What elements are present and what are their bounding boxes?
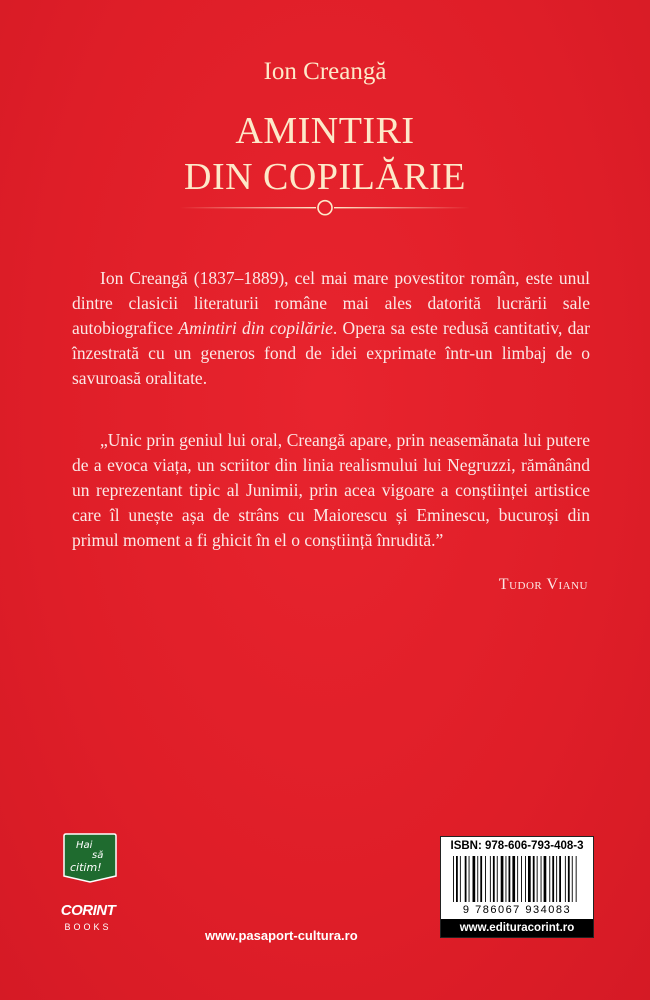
description-text-a: Ion Creangă (1837–1889), cel mai mare povestitor român, este unul dintre clasicii literaturii române mai ales datorită lucrării sale autobiografice — [72, 268, 590, 338]
barcode-bar — [509, 856, 511, 902]
barcode-bar — [490, 856, 491, 902]
barcode-bar — [485, 856, 486, 902]
title-line-2: DIN COPILĂRIE — [184, 156, 466, 198]
barcode-bar — [565, 856, 566, 902]
barcode-bar — [576, 856, 577, 902]
corint-books-logo — [48, 892, 128, 944]
barcode-bar — [473, 856, 476, 902]
barcode-bar — [521, 856, 522, 902]
author-name: Ion Creangă — [263, 58, 387, 85]
barcode-bar — [568, 856, 570, 902]
barcode-bar — [533, 856, 535, 902]
barcode-bar — [541, 856, 542, 902]
barcode-bar — [480, 856, 482, 902]
barcode-bar — [465, 856, 467, 902]
barcode-bar — [556, 856, 557, 902]
barcode-bar — [469, 856, 470, 902]
hai-sa-citim-logo — [62, 832, 118, 884]
description-paragraph — [72, 266, 590, 391]
barcode-digits: 9 786067 934083 — [462, 904, 572, 916]
book-title — [0, 108, 650, 200]
barcode-bar — [493, 856, 495, 902]
barcode-bar — [528, 856, 531, 902]
barcode-bar — [453, 856, 454, 902]
barcode-bar — [512, 856, 515, 902]
barcode-bar — [460, 856, 461, 902]
barcode-bar — [517, 856, 518, 902]
website-link[interactable]: www.pasaport-cultura.ro — [205, 928, 358, 943]
critic-quote: „Unic prin geniul lui oral, Creangă apare, prin neasemănata lui putere de a evoca viața, un scriitor din linia realismului lui Negruzzi, rămânând un reprezentant tipic al Junimii, prin acea vigoare a conștiinței artistice care îl unește așa de strâns cu Maiorescu și Eminescu, bucuroși din primul moment a fi ghicit în el o conștiință înrudită.” — [72, 430, 590, 550]
publisher-name: CORINT — [60, 902, 116, 919]
hai-logo-line3: citim! — [70, 861, 102, 874]
isbn-label: ISBN: 978-606-793-408-3 — [450, 840, 584, 852]
barcode-bars — [451, 856, 583, 904]
barcode-bar — [559, 856, 561, 902]
barcode-bar — [501, 856, 504, 902]
quote-attribution: Tudor Vianu — [498, 576, 588, 593]
barcode-bar — [572, 856, 573, 902]
barcode-bar — [506, 856, 507, 902]
description-book-title: Amintiri din copilărie — [178, 318, 333, 338]
description-text-b: . Opera sa este redusă cantitativ, dar înzestrată cu un generos fond de idei exprimate într-un limbaj de o savuroasă oralitate. — [72, 318, 590, 388]
barcode-bar — [456, 856, 458, 902]
barcode-bar — [477, 856, 478, 902]
barcode-bar — [497, 856, 498, 902]
barcode-bar — [549, 856, 550, 902]
hai-logo-line2: să — [92, 850, 104, 861]
title-ornament — [180, 197, 470, 219]
publisher-sub: BOOKS — [64, 922, 112, 932]
barcode-bar — [525, 856, 526, 902]
title-line-1: AMINTIRI — [235, 110, 415, 152]
publisher-url[interactable]: www.edituracorint.ro — [441, 919, 593, 937]
barcode-panel — [440, 836, 594, 938]
barcode-bar — [544, 856, 547, 902]
barcode-bar — [552, 856, 554, 902]
barcode-bar — [537, 856, 538, 902]
hai-logo-line1: Hai — [76, 840, 93, 851]
